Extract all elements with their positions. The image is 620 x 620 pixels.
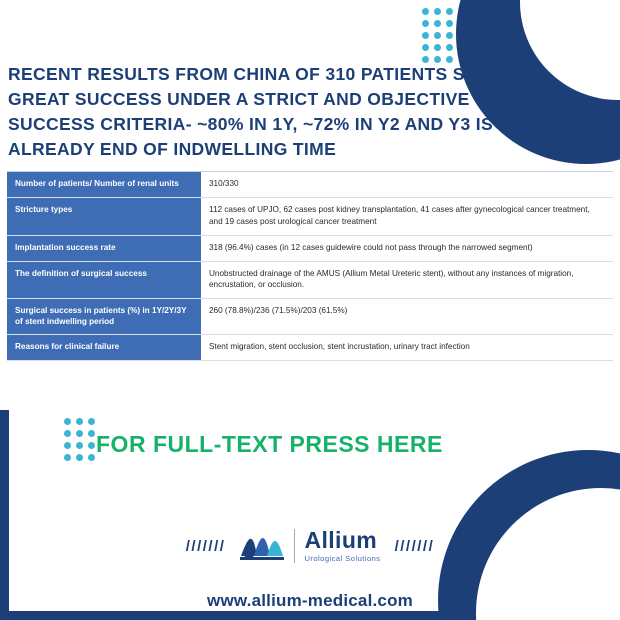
dot-grid-cta-icon [64, 418, 95, 461]
dot-grid-top-icon [422, 8, 453, 63]
slashes-right-decoration: /////// [394, 537, 435, 555]
results-table-container [7, 171, 613, 361]
logo-name: Allium [304, 527, 378, 554]
logo-divider [294, 529, 295, 563]
table-row-value: 112 cases of UPJO, 62 cases post kidney transplantation, 41 cases after gynecological cancer treatment, and 19 cases post urological cancer treatment [201, 197, 613, 235]
website-url[interactable]: www.allium-medical.com [207, 591, 413, 610]
table-row-label: Number of patients/ Number of renal units [7, 172, 201, 197]
allium-logo[interactable] [239, 526, 380, 566]
table-row [7, 261, 613, 299]
full-text-link[interactable]: FOR FULL-TEXT PRESS HERE [96, 431, 443, 457]
logo-wordmark [304, 529, 380, 563]
table-row-value: 260 (78.8%)/236 (71.5%)/203 (61.5%) [201, 299, 613, 335]
table-row-label: Surgical success in patients (%) in 1Y/2Y/3Y of stent indwelling period [7, 299, 201, 335]
table-row-value: Stent migration, stent occlusion, stent incrustation, urinary tract infection [201, 335, 613, 361]
table-row [7, 299, 613, 335]
allium-mark-icon [239, 526, 285, 566]
headline: RECENT RESULTS FROM CHINA OF 310 PATIENTS SHOWING GREAT SUCCESS UNDER A STRICT AND OBJECTIVE SUCCESS CRITERIA- ~80% IN 1Y, ~72% IN Y2 AND Y3 IS ALREADY END OF INDWELLING TIME [8, 64, 541, 159]
table-row [7, 235, 613, 261]
logo-row [0, 522, 620, 570]
logo-tagline: Urological Solutions [304, 554, 381, 564]
table-row-value: 310/330 [201, 172, 613, 197]
table-row [7, 197, 613, 235]
table-row-label: Stricture types [7, 197, 201, 235]
table-row-label: Reasons for clinical failure [7, 335, 201, 361]
table-row [7, 172, 613, 197]
table-row-label: The definition of surgical success [7, 261, 201, 299]
left-accent-bar [0, 410, 9, 620]
table-row-value: 318 (96.4%) cases (in 12 cases guidewire could not pass through the narrowed segment) [201, 235, 613, 261]
bottom-accent-bar [0, 611, 470, 620]
slashes-left-decoration: /////// [185, 537, 226, 555]
results-table [7, 172, 613, 361]
table-row-label: Implantation success rate [7, 235, 201, 261]
table-row [7, 335, 613, 361]
table-row-value: Unobstructed drainage of the AMUS (Allium Metal Ureteric stent), without any instances of migration, encrustation, or occlusion. [201, 261, 613, 299]
